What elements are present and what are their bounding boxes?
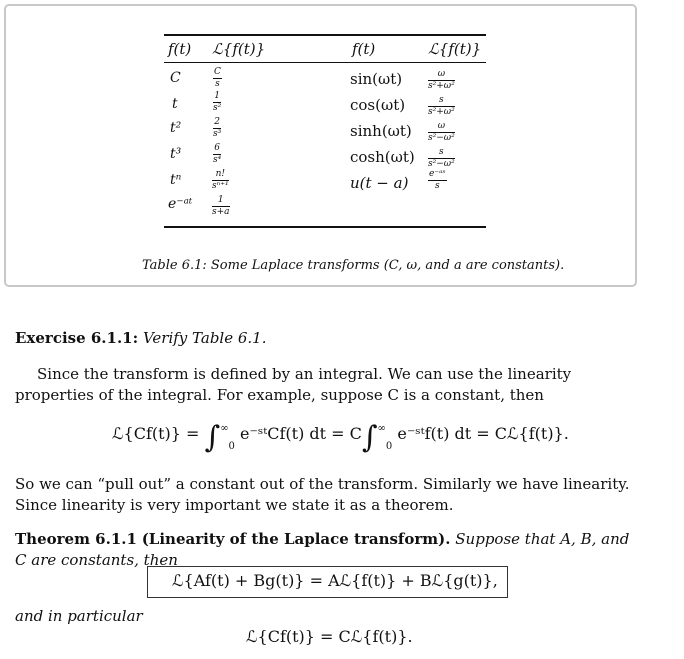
header-ft-right: f(t): [352, 40, 376, 58]
paragraph-linearity-intro: Since the transform is defined by an integral. We can use the linearity properties of the integral. For example, suppose C is a constant, then: [15, 365, 572, 404]
left-lt-row-1: [213, 92, 221, 113]
theorem-title: (Linearity of the Laplace transform).: [141, 530, 451, 548]
frac-den: s²−ω²: [428, 159, 455, 169]
theorem-label: Theorem 6.1.1: [15, 530, 137, 548]
table-header-rule: [164, 62, 486, 63]
left-lt-row-0: [213, 68, 222, 89]
frac-num: s: [439, 95, 444, 105]
frac-num: s: [439, 147, 444, 157]
eq1-upper-limit-2: ∞: [377, 423, 386, 434]
integral-sign: ∫: [361, 420, 378, 455]
eq1-upper-limit: ∞: [220, 423, 229, 434]
left-lt-row-5: [212, 196, 230, 217]
equation-particular: ℒ{Cf(t)} = Cℒ{f(t)}.: [246, 627, 413, 646]
left-lt-row-3: [213, 144, 221, 165]
laplace-table-box: [4, 4, 637, 287]
table-bottom-rule: [164, 226, 486, 228]
left-f-row-3: t³: [170, 146, 182, 162]
left-f-row-2: t²: [170, 120, 182, 136]
right-lt-row-3: [428, 148, 455, 169]
header-lt-left: ℒ{f(t)}: [212, 40, 266, 58]
left-lt-row-2: [213, 118, 221, 139]
frac-num: 1: [217, 195, 224, 205]
right-lt-row-1: [428, 96, 455, 117]
right-lt-row-2: [428, 122, 455, 143]
table-caption: Table 6.1: Some Laplace transforms (C, ω, and a are constants).: [142, 258, 565, 273]
right-f-row-0: sin(ωt): [350, 70, 403, 88]
frac-den: s²: [213, 103, 222, 113]
frac-num: 6: [214, 143, 220, 153]
header-ft-left: f(t): [168, 40, 192, 58]
frac-den: s³: [213, 129, 222, 139]
exercise-label: Exercise 6.1.1:: [15, 329, 139, 347]
exercise-heading: [15, 328, 645, 349]
frac-den: s⁴: [213, 155, 222, 165]
table-top-rule: [164, 34, 486, 36]
and-in-particular: and in particular: [15, 607, 143, 625]
integral-sign: ∫: [204, 420, 221, 455]
theorem-boxed-equation: ℒ{Af(t) + Bg(t)} = Aℒ{f(t)} + Bℒ{g(t)},: [172, 571, 498, 590]
equation-constant-pullout: [112, 420, 569, 455]
frac-num: C: [214, 67, 221, 77]
right-f-row-4: u(t − a): [350, 174, 409, 192]
frac-den: s²+ω²: [428, 107, 455, 117]
frac-den: s: [434, 181, 440, 191]
eq1-lhs: ℒ{Cf(t)} =: [112, 424, 205, 443]
frac-num: 2: [214, 117, 220, 127]
left-f-row-0: C: [170, 70, 181, 86]
frac-den: s²+ω²: [428, 81, 455, 91]
theorem-statement: [15, 529, 645, 571]
left-lt-row-4: [212, 170, 229, 191]
frac-den: s: [215, 79, 220, 89]
right-f-row-1: cos(ωt): [350, 96, 406, 114]
right-lt-row-0: [428, 70, 455, 91]
frac-num: 1: [214, 91, 220, 101]
right-f-row-2: sinh(ωt): [350, 122, 412, 140]
right-lt-row-4: [428, 170, 447, 191]
paragraph-pull-out: So we can “pull out” a constant out of the transform. Similarly we have linearity. Since linearity is very important we state it as a theorem.: [15, 475, 630, 514]
eq1-mid: e⁻ˢᵗCf(t) dt = C: [234, 424, 362, 443]
frac-num: e⁻ᵃˢ: [429, 169, 446, 179]
header-lt-right: ℒ{f(t)}: [428, 40, 482, 58]
eq1-lower-limit: 0: [228, 441, 235, 452]
eq1-lower-limit-2: 0: [385, 441, 393, 452]
theorem-text: Suppose that A, B, and C are constants, then: [15, 530, 630, 569]
exercise-text: Verify Table 6.1.: [142, 329, 267, 347]
frac-den: sⁿ⁺¹: [212, 181, 229, 191]
eq1-rhs: e⁻ˢᵗf(t) dt = Cℒ{f(t)}.: [392, 424, 569, 443]
frac-num: ω: [437, 121, 446, 131]
right-f-row-3: cosh(ωt): [350, 148, 415, 166]
left-f-row-4: tⁿ: [170, 172, 182, 188]
left-f-row-5: e⁻ᵃᵗ: [168, 196, 193, 212]
frac-den: s²−ω²: [428, 133, 455, 143]
frac-num: n!: [215, 169, 226, 179]
left-f-row-1: t: [172, 96, 178, 112]
frac-den: s+a: [212, 207, 230, 217]
frac-num: ω: [437, 69, 446, 79]
